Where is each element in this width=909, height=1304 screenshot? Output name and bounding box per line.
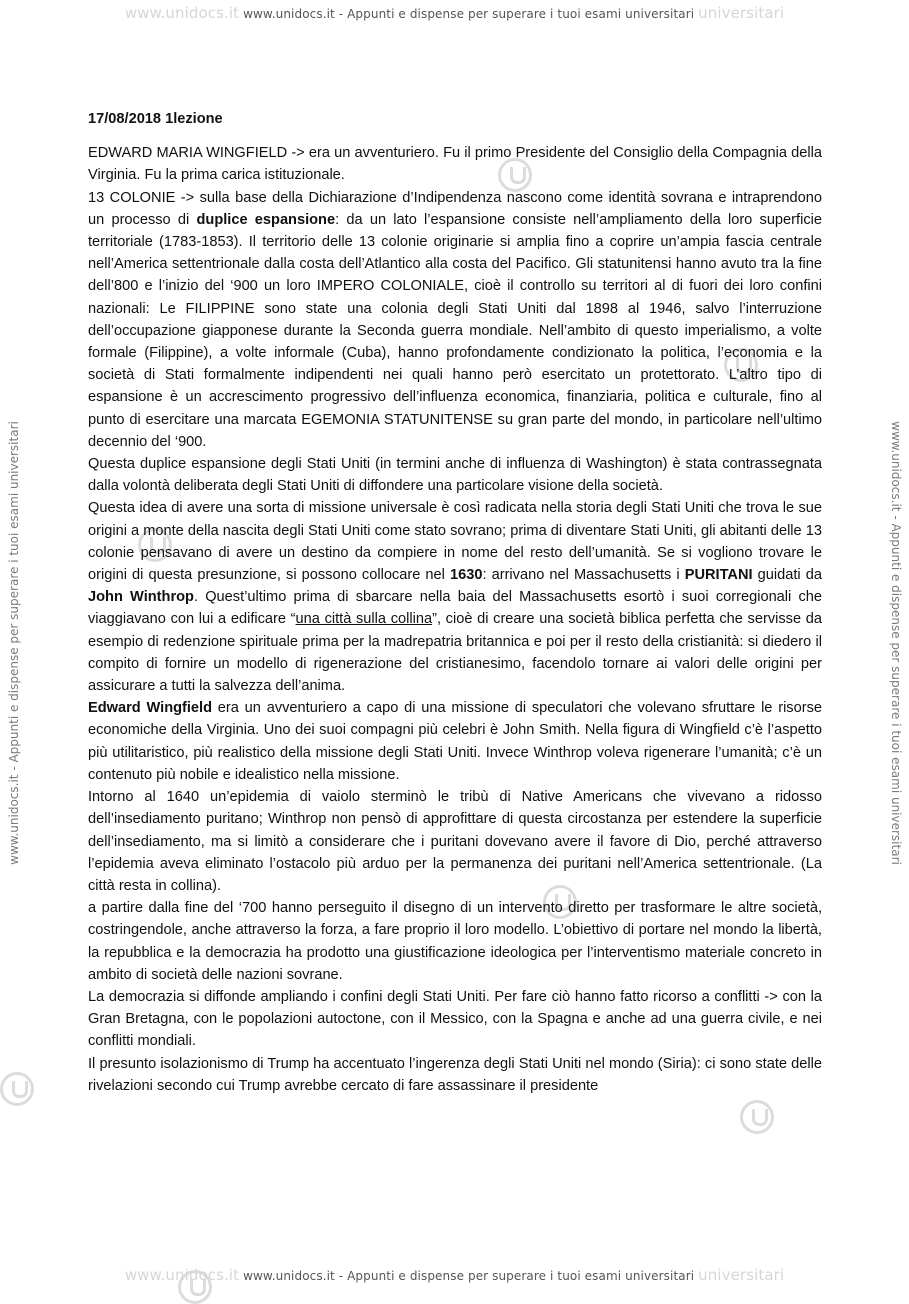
banner-text: www.unidocs.it - Appunti e dispense per superare i tuoi esami universitari: [243, 1269, 695, 1283]
banner-ghost-right: universitari: [698, 4, 785, 22]
document-body: [88, 108, 822, 1097]
paragraph-text: Intorno al 1640 un’epidemia di vaiolo sterminò le tribù di Native Americans che vivevano a ridosso dell’insediamento puritano; Winthrop non pensò di approfittare di questa circostanza per estendere la superficie dell’insediamento, ma si limitò a considerare che i puritani dovevano avere il favore di Dio, perché attraverso l’epidemia aveva eliminato l’ostacolo più arduo per la permanenza dei puritani nell’America settentrionale. (La città resta in collina).: [88, 789, 822, 894]
unidocs-logo-icon: [0, 1072, 34, 1106]
paragraph-text: EDWARD MARIA WINGFIELD -> era un avventuriero. Fu il primo Presidente del Consiglio della Compagnia della Virginia. Fu la prima carica istituzionale.: [88, 145, 822, 184]
bold-text: Edward Wingfield: [88, 700, 213, 717]
lesson-title: 17/08/2018 1lezione: [88, 111, 223, 127]
paragraph-text: Questa idea di avere una sorta di missione universale è così radicata nella storia degli Stati Uniti che trova le sue origini a monte della nascita degli Stati Uniti come stato sovrano; prima di diventare Stati Uniti, gli abitanti delle 13 colonie pensavano di avere un destino da compiere in nome del resto dell’umanità. Se si vogliono trovare le origini di questa presunzione, si possono collocare nel: [88, 500, 822, 584]
paragraph-text: : da un lato l’espansione consiste nell’ampliamento della loro superficie territoriale (1783-1853). Il territorio delle 13 colonie originarie si amplia fino a coprire un’ampia fascia centrale nell’America settentrionale dalla costa dell’Atlantico alla costa del Pacifico. Gli statunitensi hanno avuto tra la fine dell’800 e l’inizio del ‘900 un loro IMPERO COLONIALE, cioè il controllo su territori al di fuori dei loro confini nazionali: Le FILIPPINE sono state una colonia degli Stati Uniti dal 1898 al 1946, salvo l’interruzione dell’occupazione giapponese durante la Seconda guerra mondiale. Nell’ambito di questo imperialismo, a volte formale (Filippine), a volte informale (Cuba), hanno profondamente condizionato la politica, l’economia e la società di Stati formalmente indipendenti nei quali hanno però esercitato un protettorato. L’altro tipo di espansione è un accrescimento progressivo dell’influenza economica, finanziaria, politica e culturale, fino al punto di esercitare una marcata EGEMONIA STATUNITENSE su gran parte del mondo, in particolare nell’ultimo decennio del ‘900.: [88, 211, 822, 450]
banner-ghost-right: universitari: [698, 1266, 785, 1284]
right-side-text: www.unidocs.it - Appunti e dispense per superare i tuoi esami universitari: [889, 421, 903, 865]
paragraph-text: era un avventuriero a capo di una missione di speculatori che volevano sfruttare le risorse economiche della Virginia. Uno dei suoi compagni più celebri è John Smith. Nella figura di Wingfield c’è l’aspetto più utilitaristico, più realistico della missione degli Stati Uniti. Invece Winthrop voleva rigenerare l’umanità; c’è un contenuto più nobile e idealistico nella missione.: [88, 700, 822, 783]
paragraph-text: guidati da: [752, 567, 822, 584]
paragraph-text: Questa duplice espansione degli Stati Uniti (in termini anche di influenza di Washington) è stata contrassegnata dalla volontà deliberata degli Stati Uniti di diffondere una particolare visione della società.: [88, 456, 822, 495]
paragraph: [88, 986, 822, 1053]
paragraph-list: [88, 142, 822, 1097]
bold-text: 1630: [449, 567, 483, 584]
bold-text: PURITANI: [684, 567, 753, 584]
paragraph-text: : arrivano nel Massachusetts i: [482, 567, 685, 584]
paragraph: [88, 697, 822, 786]
left-side-text: www.unidocs.it - Appunti e dispense per superare i tuoi esami universitari: [7, 421, 21, 865]
banner-text: www.unidocs.it - Appunti e dispense per superare i tuoi esami universitari: [243, 7, 695, 21]
paragraph: [88, 786, 822, 897]
unidocs-logo-icon: [740, 1100, 774, 1134]
paragraph-text: ”, cioè di creare una società biblica perfetta che servisse da esempio di redenzione spirituale prima per la madrepatria britannica e poi per il resto della cristianità: si diedero il compito di fornire un modello di rigenerazione del cristianesimo, facendolo tornare ai valori delle origini per assicurare a tutti la salvezza dell’anima.: [88, 611, 822, 695]
paragraph: [88, 142, 822, 186]
footer-banner: [0, 1266, 909, 1284]
banner-ghost-left: www.unidocs.it: [124, 4, 240, 22]
bold-text: John Winthrop: [88, 589, 194, 606]
bold-text: duplice espansione: [196, 211, 336, 228]
paragraph: [88, 453, 822, 497]
paragraph-text: Il presunto isolazionismo di Trump ha accentuato l’ingerenza degli Stati Uniti nel mondo (Siria): ci sono state delle rivelazioni secondo cui Trump avrebbe cercato di fare assassinare il presidente: [88, 1055, 822, 1094]
paragraph-text: 13 COLONIE -> sulla base della Dichiarazione d’Indipendenza nascono come identità sovrana e intraprendono un processo di: [88, 189, 822, 228]
paragraph: [88, 187, 822, 453]
paragraph-text: . Quest’ultimo prima di sbarcare nella baia del Massachusetts esortò i suoi corregionali che viaggiavano con lui a edificare “: [88, 589, 823, 628]
paragraph-text: La democrazia si diffonde ampliando i confini degli Stati Uniti. Per fare ciò hanno fatto ricorso a conflitti -> con la Gran Bretagna, con le popolazioni autoctone, con il Messico, con la Spagna e anche ad una guerra civile, e nei conflitti mondiali.: [88, 988, 822, 1050]
underlined-text: una città sulla collina: [295, 611, 433, 628]
paragraph: [88, 497, 822, 697]
paragraph-text: a partire dalla fine del ‘700 hanno perseguito il disegno di un intervento diretto per trasformare le altre società, costringendole, anche attraverso la forza, a fare proprio il loro modello. L’obiettivo di portare nel mondo la libertà, la repubblica e la democrazia ha prodotto una giustificazione ideologica per l’interventismo materiale concreto in ambito di società delle nazioni sovrane.: [88, 900, 822, 983]
header-banner: [0, 4, 909, 22]
paragraph: [88, 1053, 822, 1097]
paragraph: [88, 897, 822, 986]
banner-ghost-left: www.unidocs.it: [124, 1266, 240, 1284]
